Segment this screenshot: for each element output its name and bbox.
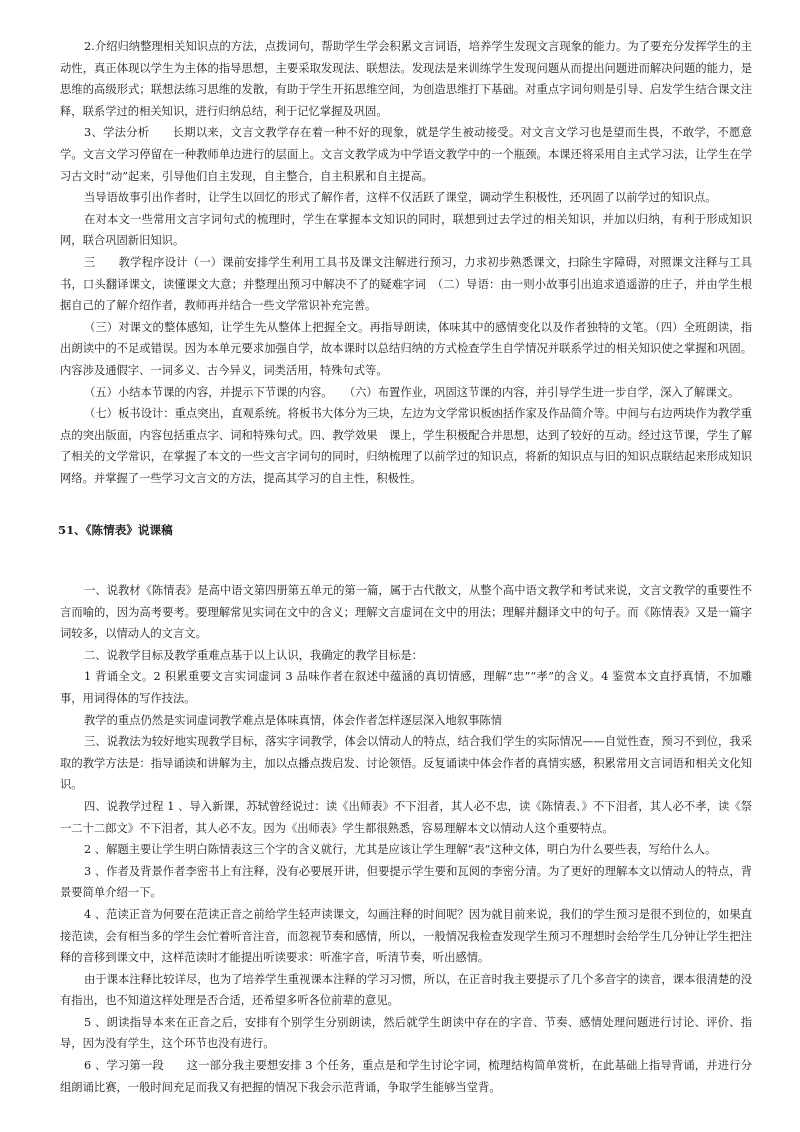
paragraph: 在对本文一些常用文言字词句式的梳理时，学生在掌握本文知识的同时，联想到过去学过的相关知识，并加以归纳，有利于形成知识网，联合巩固新旧知识。	[60, 212, 752, 248]
paragraph: 三、说教法为较好地实现教学目标，落实字词教学，体会以情动人的特点，结合我们学生的实际情况——自觉性查，预习不到位，我采取的教学方法是：指导诵读和讲解为主，加以点播点拨启发、讨论领悟。反复诵读中体会作者的真情实感，积累常用文言词语和相关文化知识。	[60, 735, 752, 792]
paragraph: 一、说教材《陈情表》是高中语文第四册第五单元的第一篇，属于古代散文，从整个高中语文教学和考试来说，文言文教学的重要性不言而喻的，因为高考要考。要理解常见实词在文中的含义；理解文言虚词在文中的用法；理解并翻译文中的句子。而《陈情表》又是一篇字词较多，以情动人的文言文。	[60, 584, 752, 641]
section-heading: 51、《陈情表》说课稿	[58, 523, 173, 537]
paragraph: （七）板书设计：重点突出，直观系统。将板书大体分为三块，左边为文学常识板凼括作家及作品简介等。中间与右边两块作为教学重点的突出版面，内容包括重点字、词和特殊句式。四、教学效果 课上，学生积极配合并思想，达到了较好的互动。经过这节课，学生了解了相关的文学常识，在掌握了本文的一些文言字词句的同时，归纳梳理了以前学过的知识点，将新的知识点与旧的知识点联结起来形成知识网络。并掌握了一些学习文言文的方法，提高其学习的自主性，积极性。	[60, 407, 752, 485]
paragraph: 2 、解题主要让学生明白陈情表这三个字的含义就行，尤其是应该让学生理解“表”这种文体，明白为什么要些表，写给什么人。	[84, 843, 717, 857]
paragraph: 3、学法分析 长期以来，文言文教学存在着一种不好的现象，就是学生被动接受。对文言文学习也是望而生畏，不敢学，不愿意学。文言文学习停留在一种教师单边进行的层面上。文言文教学成为中学语文教学中的一个瓶颈。本课还将采用自主式学习法，让学生在学习古文时“动”起来，引导他们自主发现，自主整合，自主积累和自主提高。	[60, 126, 752, 183]
paragraph: 5 、朗读指导本来在正音之后，安排有个别学生分别朗读，然后就学生朗读中存在的字音、节奏、感情处理问题进行讨论、评价、指导，因为没有学生，这个环节也没有进行。	[60, 1015, 752, 1051]
chenqingbiao-lesson-script	[60, 580, 752, 1098]
paragraph: 3 、作者及背景作者李密书上有注释，没有必要展开讲，但要提示学生要和瓦阅的李密分清。为了更好的理解本文以情动人的特点，背景要简单介绍一下。	[60, 864, 752, 900]
paragraph: 2.介绍归纳整理相关知识点的方法，点拨词句，帮助学生学会积累文言词语，培养学生发现文言现象的能力。为了要充分发挥学生的主动性，真正体现以学生为主体的指导思想，主要采取发现法、联想法。发现法是来训练学生发现问题从而提出问题进而解决问题的能力，是思维的高级形式；联想法练习思维的发散，有助于学生开拓思维空间，为创造思维打下基础。对重点字词句则是引导、启发学生结合课文注释，联系学过的相关知识，进行归纳总结，利于记忆掌握及巩固。	[60, 40, 752, 118]
paragraph: （五）小结本节课的内容，并提示下节课的内容。 （六）布置作业，巩固这节课的内容，并引导学生进一步自学，深入了解课文。	[84, 385, 740, 399]
paragraph: 由于课本注释比较详尽，也为了培养学生重视课本注释的学习习惯，所以，在正音时我主要提示了几个多音字的读音，课本很清楚的没有指出，也不知道这样处理是否合适，还希望多听各位前辈的意见。	[60, 972, 752, 1008]
paragraph: 6 、学习第一段 这一部分我主要想安排 3 个任务，重点是和学生讨论字词，梳理结构简单赏析，在此基础上指导背诵，并进行分组朗诵比赛，一般时间充足而我又有把握的情况下我会示范背诵，争取学生能够当堂背。	[60, 1059, 752, 1094]
paragraph: 教学的重点仍然是实词虚词教学难点是体味真情，体会作者怎样逐层深入地叙事陈情	[84, 713, 502, 727]
paragraph: 二、说教学目标及教学重难点基于以上认识，我确定的教学目标是：	[84, 648, 423, 662]
paragraph: 当导语故事引出作者时，让学生以回忆的形式了解作者，这样不仅活跃了课堂，调动学生积极性，还巩固了以前学过的知识点。	[84, 191, 717, 205]
paragraph: 四、说教学过程 1 、导入新课，苏轼曾经说过：读《出师表》不下泪者，其人必不忠，读《陈情表、》不下泪者，其人必不孝，读《祭一二十二郎文》不下泪者，其人必不友。因为《出师表》学生都很熟悉，容易理解本文以情动人这个重要特点。	[60, 799, 752, 835]
paragraph: （三）对课文的整体感知，让学生先从整体上把握全文。再指导朗读，体味其中的感情变化以及作者独特的文笔。（四）全班朗读，指出朗读中的不足或错误。因为本单元要求加强自学，故本课时以总结归纳的方式检查学生自学情况并联系学过的相关知识使之掌握和巩固。内容涉及通假字、一词多义、古今异义，词类活用，特殊句式等。	[60, 320, 752, 377]
paragraph: 三 教学程序设计（一）课前安排学生利用工具书及课文注解进行预习，力求初步熟悉课文，扫除生字障碍，对照课文注释与工具书，口头翻译课文，读懂课文大意；并整理出预习中解决不了的疑难字词 （二）导语：由一则小故事引出追求逍遥游的庄子，并由学生根据自己的了解介绍作者，教师再并结合一些文学常识补充完善。	[60, 255, 752, 313]
paragraph: 1 背诵全文。2 积累重要文言实词虚词 3 品味作者在叙述中蕴涵的真切情感，理解“忠”“孝”的含义。4 鉴赏本文直抒真情，不加雕事，用词得体的写作技法。	[60, 670, 752, 705]
lesson-plan-continuation	[60, 36, 752, 489]
paragraph: 4 、范读正音为何要在范读正音之前给学生轻声读课文，勾画注释的时间呢？因为就目前来说，我们的学生预习是很不到位的，如果直接范读，会有相当多的学生会忙着听音注音，而忽视节奏和感情，所以，一般情况我检查发现学生预习不理想时会给学生几分钟让学生把注释的音移到课文中，这样范读时才能提出听读要求：听准字音，听清节奏，听出感情。	[60, 907, 752, 965]
